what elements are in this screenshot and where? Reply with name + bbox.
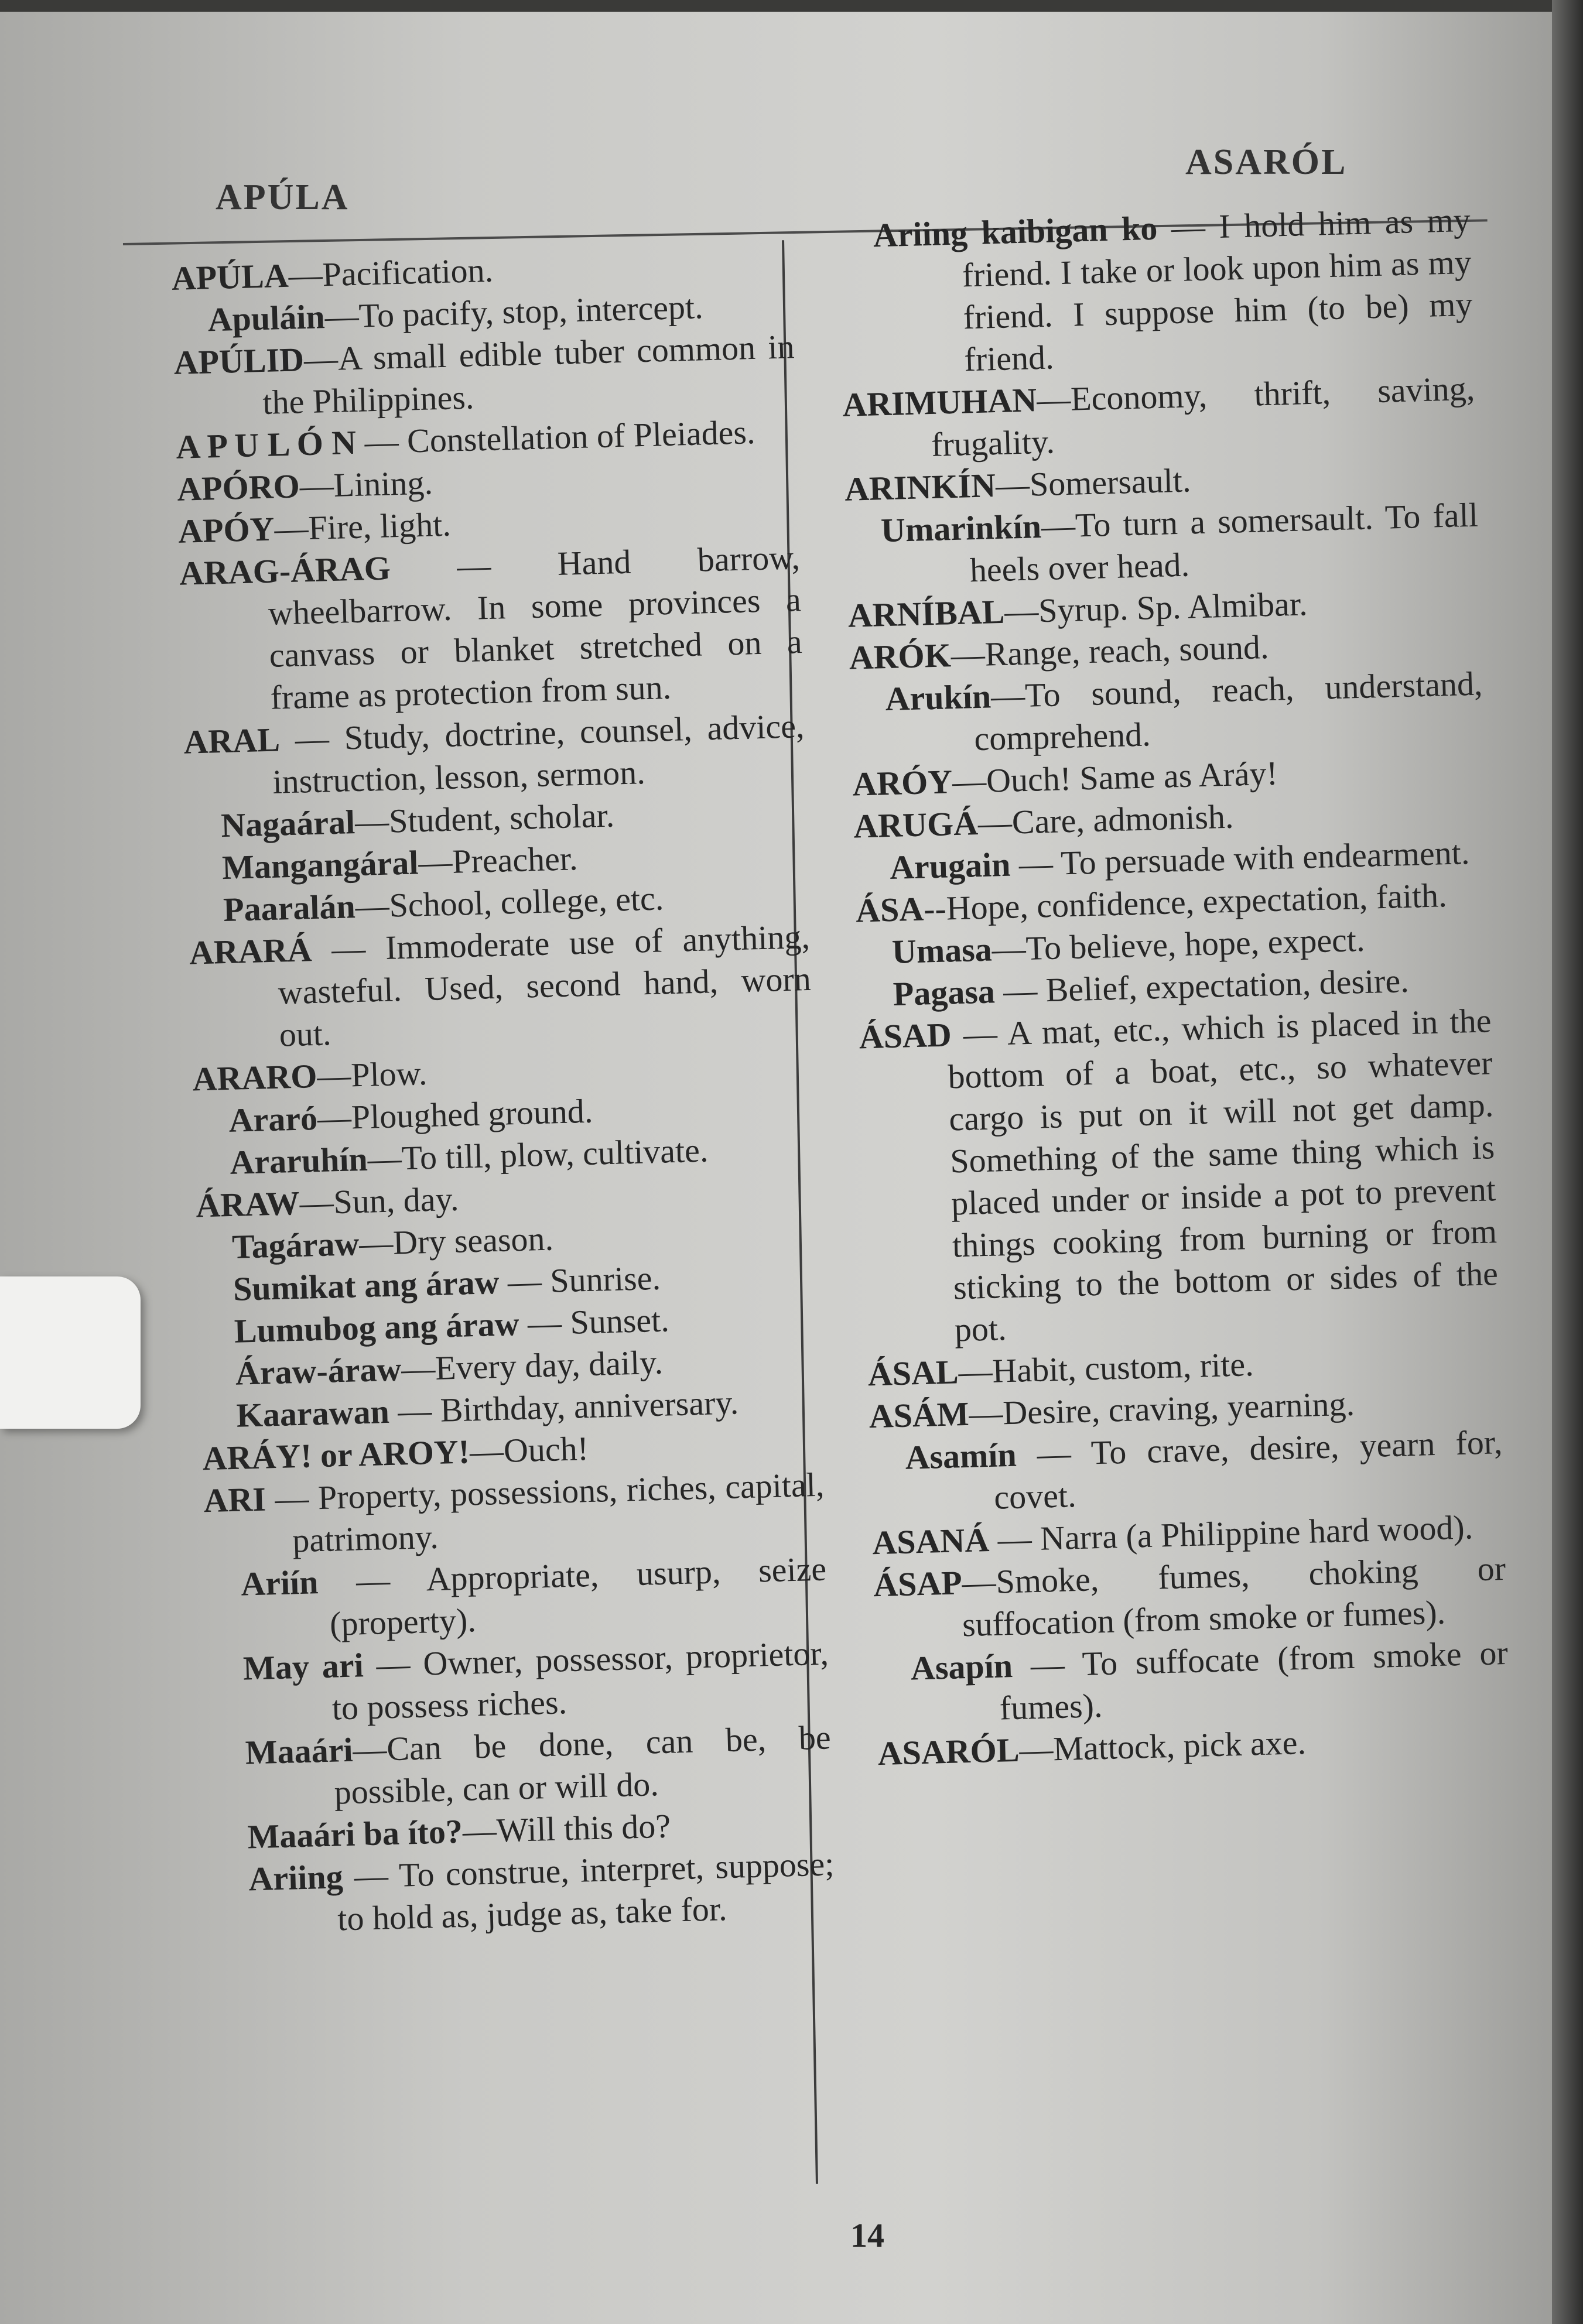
- entry-definition: —Care, admonish.: [977, 797, 1235, 843]
- dictionary-entry: [179, 536, 804, 721]
- entry-headword: ARARÁ: [189, 930, 313, 972]
- entry-headword: ARIMUHAN: [842, 381, 1038, 424]
- dictionary-entry: [910, 1632, 1509, 1732]
- entry-headword: ARINKÍN: [844, 466, 996, 508]
- entry-definition: — Property, possessions, riches, capital, patrimony.: [265, 1465, 825, 1560]
- entry-headword: ASANÁ: [871, 1521, 990, 1562]
- entry-definition: —Ouch!: [469, 1429, 589, 1471]
- entry-definition: —Pacification.: [288, 251, 494, 295]
- right-column: [837, 199, 1510, 1775]
- entry-headword: APÓRO: [176, 467, 300, 508]
- entry-definition: —Student, scholar.: [354, 796, 615, 841]
- entry-definition: —Will this do?: [461, 1806, 671, 1850]
- entry-definition: — To crave, desire, yearn for, covet.: [993, 1423, 1503, 1517]
- entry-headword: ASÁM: [868, 1394, 970, 1436]
- entry-headword: ARAL: [183, 720, 281, 761]
- entry-definition: —Preacher.: [418, 839, 579, 882]
- entry-headword: ÁSAD: [858, 1015, 952, 1056]
- entry-headword: ARÁY! or AROY!: [201, 1432, 470, 1478]
- page-number: 14: [850, 2216, 884, 2254]
- entry-headword: Asamín: [904, 1435, 1017, 1477]
- entry-definition: —Sun, day.: [299, 1179, 460, 1222]
- dictionary-entry: [173, 326, 796, 426]
- entry-headword: ARNÍBAL: [847, 592, 1006, 635]
- entry-headword: Ariing kaibigan ko: [873, 208, 1158, 255]
- dictionary-entry: [873, 199, 1474, 384]
- entry-headword: Araró: [228, 1098, 318, 1139]
- entry-definition: —Fire, light.: [273, 505, 452, 548]
- entry-headword: Maaári ba íto?: [247, 1812, 463, 1856]
- entry-definition: — I hold him as my friend. I take or look upon him as my friend. I suppose him (to be) my friend.: [961, 200, 1473, 379]
- dictionary-entry: [880, 494, 1479, 594]
- dictionary-entry: [203, 1464, 826, 1565]
- entry-definition: —Can be done, can be, be possible, can or will do.: [333, 1718, 832, 1812]
- entry-headword: ÁSAP: [873, 1563, 963, 1604]
- entry-headword: Umarinkín: [880, 507, 1042, 550]
- entry-headword: Mangangáral: [221, 843, 419, 887]
- dictionary-entry: [885, 662, 1484, 762]
- dictionary-entry: [242, 1632, 830, 1731]
- entry-definition: —To sound, reach, understand, comprehend.: [973, 664, 1483, 758]
- entry-headword: Áraw-áraw: [235, 1350, 402, 1392]
- dictionary-entry: [842, 368, 1476, 468]
- entry-definition: — To suffocate (from smoke or fumes).: [999, 1633, 1509, 1727]
- entry-headword: ARÓK: [848, 636, 952, 677]
- entry-definition: —Syrup. Sp. Almibar.: [1004, 584, 1308, 631]
- entry-definition: —To believe, hope, expect.: [991, 920, 1366, 968]
- entry-headword: Ariing: [248, 1857, 344, 1898]
- entry-definition: — Sunset.: [518, 1300, 670, 1343]
- entry-definition: —Ploughed ground.: [317, 1091, 594, 1137]
- entry-definition: — Constellation of Pleiades.: [355, 413, 756, 461]
- entry-headword: May ari: [242, 1646, 364, 1688]
- entry-definition: — Study, doctrine, counsel, advice, instruction, lesson, sermon.: [272, 706, 805, 801]
- entry-definition: — To construe, interpret, suppose; to hold as, judge as, take for.: [337, 1844, 835, 1938]
- dictionary-entry: [859, 1000, 1500, 1353]
- entry-definition: — A mat, etc., which is placed in the bottom of a boat, etc., so whatever cargo is put on it will not get damp. Something of the same thing which is placed under or inside a pot to prevent things cooking from burning or from sticking to the bottom or sides of the pot.: [947, 1001, 1499, 1349]
- entry-definition: —Somersault.: [995, 461, 1192, 505]
- entry-definition: —To pacify, stop, intercept.: [324, 287, 704, 336]
- entry-definition: —Range, reach, sound.: [950, 627, 1270, 675]
- entry-headword: Tagáraw: [231, 1224, 360, 1266]
- dictionary-entry: [183, 705, 806, 806]
- entry-definition: —Every day, daily.: [401, 1343, 664, 1388]
- entry-headword: Ariín: [240, 1563, 319, 1603]
- index-tab: [0, 1276, 141, 1429]
- dictionary-entry: [240, 1548, 828, 1647]
- running-head-right: ASARÓL: [1185, 142, 1348, 182]
- dictionary-page: [0, 12, 1552, 2324]
- dictionary-entry: [905, 1421, 1504, 1521]
- entry-definition: — To persuade with endearment.: [1010, 833, 1471, 884]
- entry-headword: ASARÓL: [877, 1730, 1020, 1773]
- entry-definition: — Birthday, anniversary.: [388, 1383, 739, 1430]
- entry-headword: Maaári: [245, 1730, 354, 1772]
- entry-headword: APÓY: [177, 509, 275, 550]
- entry-headword: Sumikat ang áraw: [233, 1262, 500, 1308]
- entry-definition: — Hand barrow, wheelbarrow. In some provinces a canvass or blanket stretched on a frame as protection from sun.: [268, 538, 803, 717]
- entry-headword: Arugain: [889, 845, 1011, 887]
- entry-definition: — Appropriate, usurp, seize (property).: [317, 1549, 827, 1643]
- dictionary-entry: [189, 916, 812, 1059]
- entry-definition: —Smoke, fumes, choking or suffocation (from smoke or fumes).: [961, 1549, 1506, 1644]
- entry-definition: — Immoderate use of anything, wasteful. Used, second hand, worn out.: [278, 917, 812, 1054]
- entry-definition: --Hope, confidence, expectation, faith.: [923, 876, 1448, 928]
- entry-definition: — Belief, expectation, desire.: [994, 961, 1410, 1011]
- entry-headword: APÚLA: [171, 256, 289, 297]
- entry-headword: Pagasa: [892, 972, 996, 1013]
- entry-headword: ÁSA: [855, 889, 924, 930]
- entry-headword: Lumubog ang áraw: [234, 1305, 520, 1350]
- entry-headword: ARUGÁ: [853, 804, 979, 846]
- entry-headword: ARI: [203, 1480, 266, 1520]
- entry-definition: —To turn a somersault. To fall heels over head.: [969, 495, 1479, 590]
- book-spine: [1552, 0, 1583, 2324]
- entry-definition: —To till, plow, cultivate.: [367, 1131, 709, 1178]
- dictionary-entry: [248, 1843, 836, 1942]
- entry-headword: Arukín: [884, 677, 991, 718]
- entry-headword: A P U L Ó N: [175, 423, 357, 466]
- entry-headword: Kaarawan: [235, 1392, 390, 1435]
- entry-headword: Asapín: [910, 1647, 1013, 1688]
- entry-definition: —Ouch! Same as Aráy!: [952, 754, 1278, 801]
- entry-headword: Umasa: [891, 930, 993, 971]
- entry-definition: —Economy, thrift, saving, frugality.: [931, 369, 1475, 464]
- entry-headword: Apuláin: [207, 297, 326, 339]
- entry-headword: ÁRAW: [195, 1183, 300, 1225]
- dictionary-entry: [873, 1548, 1507, 1648]
- entry-definition: — Narra (a Philippine hard wood).: [989, 1508, 1473, 1559]
- entry-definition: —Plow.: [316, 1054, 428, 1095]
- entry-definition: —Lining.: [299, 463, 433, 505]
- entry-headword: ARARO: [192, 1056, 318, 1098]
- entry-definition: —School, college, etc.: [354, 879, 665, 926]
- entry-headword: ÁSAL: [867, 1353, 959, 1394]
- entry-definition: — Owner, possessor, proprietor, to possess riches.: [331, 1634, 829, 1727]
- entry-definition: —Dry season.: [358, 1219, 554, 1263]
- entry-headword: ARÓY: [852, 762, 953, 803]
- entry-headword: ARAG-ÁRAG: [179, 549, 391, 593]
- entry-headword: APÚLID: [173, 340, 305, 382]
- entry-headword: Araruhín: [229, 1139, 368, 1182]
- entry-definition: —Habit, custom, rite.: [958, 1345, 1254, 1391]
- running-head-left: APÚLA: [216, 177, 350, 217]
- entry-definition: —Desire, craving, yearning.: [968, 1384, 1355, 1433]
- left-column: [171, 241, 836, 1943]
- entry-headword: Paaralán: [223, 887, 356, 929]
- entry-headword: Nagaáral: [220, 803, 355, 845]
- entry-definition: — Sunrise.: [498, 1258, 661, 1301]
- entry-definition: —Mattock, pick axe.: [1018, 1723, 1307, 1769]
- entry-definition: —A small edible tuber common in the Philippines.: [262, 327, 795, 422]
- dictionary-entry: [245, 1716, 832, 1816]
